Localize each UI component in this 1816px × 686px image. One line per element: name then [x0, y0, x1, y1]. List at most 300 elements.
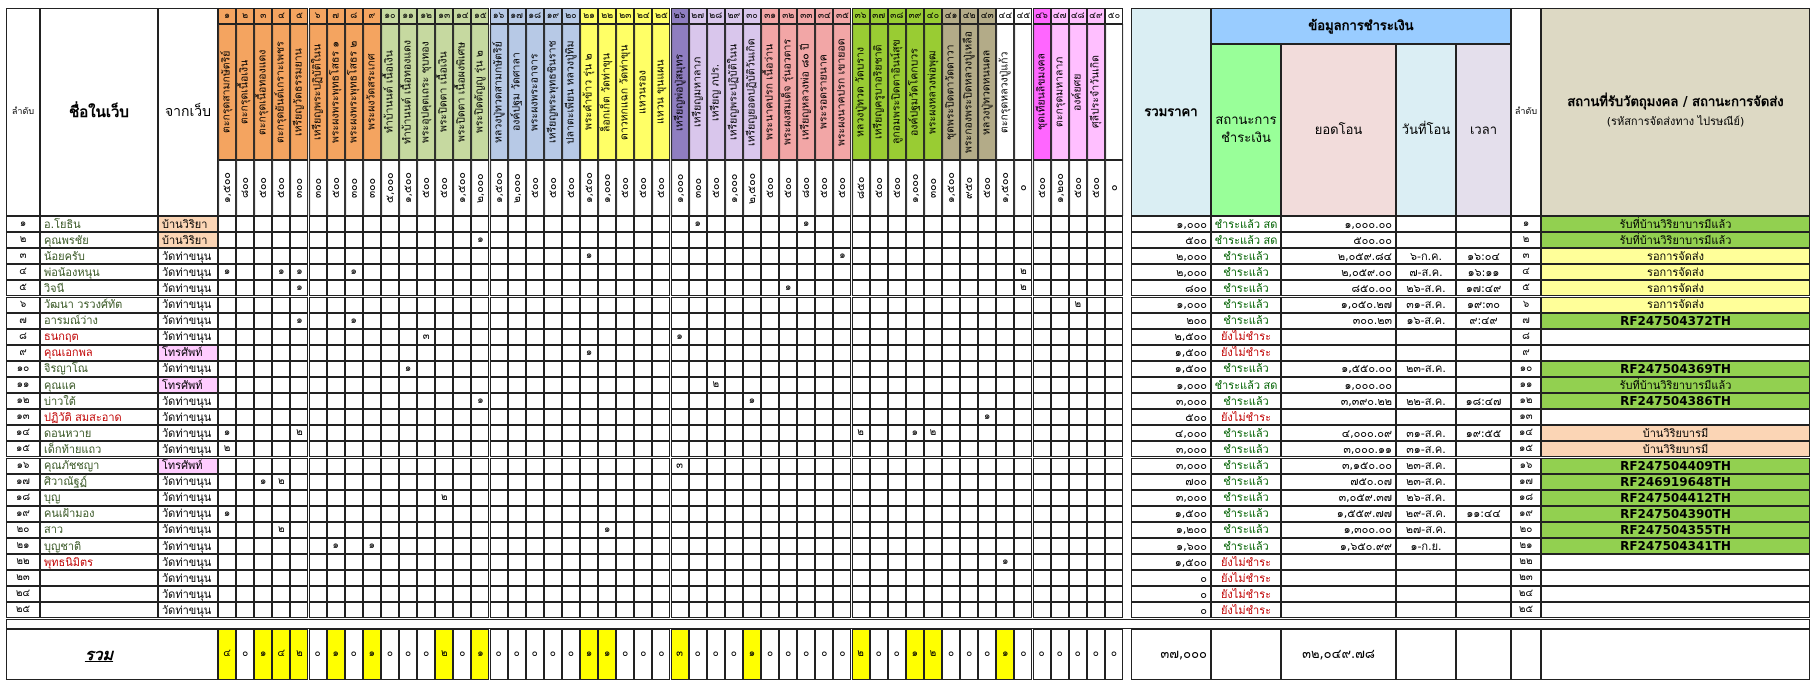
customer-name[interactable]: คนเฝ้ามอง: [40, 506, 158, 522]
item-qty: [689, 522, 707, 538]
item-qty: [580, 377, 598, 393]
transfer-date: ๑-ก.ย.: [1396, 538, 1456, 554]
item-number: ๔๓: [978, 8, 996, 24]
item-qty: [779, 409, 797, 425]
item-qty: [870, 264, 888, 280]
transfer-amount: ๘๕๐.๐๐: [1281, 280, 1396, 296]
row-total: ๑,๕๐๐: [1131, 361, 1211, 377]
item-qty: [616, 586, 634, 602]
item-qty: [327, 474, 345, 490]
item-qty: [743, 538, 761, 554]
item-qty: [327, 554, 345, 570]
item-qty: [272, 345, 290, 361]
source-web: วัดท่าขนุน: [158, 248, 218, 264]
item-qty: [978, 570, 996, 586]
transfer-amount: [1281, 409, 1396, 425]
item-qty: [272, 216, 290, 232]
transfer-amount: ๑,๓๐๐.๐๐: [1281, 522, 1396, 538]
item-qty: [707, 232, 725, 248]
item-price: ๑,๕๐๐: [399, 160, 417, 216]
item-qty: [544, 586, 562, 602]
source-web: บ้านวิริยา: [158, 216, 218, 232]
item-qty: [870, 393, 888, 409]
shipping-status: RF246919648TH: [1541, 474, 1810, 490]
item-qty: [761, 506, 779, 522]
item-qty: [453, 586, 471, 602]
customer-name[interactable]: ธนกฤต: [40, 329, 158, 345]
pay-status: ชำระแล้ว: [1211, 522, 1281, 538]
transfer-time: [1456, 409, 1511, 425]
item-qty: [254, 313, 272, 329]
item-qty: [1069, 425, 1087, 441]
item-qty: [580, 570, 598, 586]
customer-name[interactable]: วัฒนา วรวงศ์ทัต: [40, 297, 158, 313]
item-qty: [870, 570, 888, 586]
item-qty: [1014, 554, 1032, 570]
item-qty: [743, 570, 761, 586]
item-qty: [399, 345, 417, 361]
source-web: วัดท่าขนุน: [158, 393, 218, 409]
customer-name[interactable]: วิจนี: [40, 280, 158, 296]
item-qty: [870, 490, 888, 506]
transfer-time: [1456, 329, 1511, 345]
item-qty: [761, 538, 779, 554]
item-qty: [1105, 280, 1123, 296]
item-qty: [309, 506, 327, 522]
customer-name[interactable]: พุทธนิมิตร: [40, 554, 158, 570]
item-qty: [634, 248, 652, 264]
item-name: [1105, 24, 1123, 160]
item-qty: [471, 216, 489, 232]
item-qty: [381, 216, 399, 232]
item-qty: [272, 538, 290, 554]
customer-name[interactable]: พ่อน้องหนุน: [40, 264, 158, 280]
item-qty: [453, 393, 471, 409]
item-qty: [508, 570, 526, 586]
item-qty: [779, 522, 797, 538]
item-qty: [435, 425, 453, 441]
item-qty: [526, 490, 544, 506]
customer-name[interactable]: คุณภัชชญา: [40, 458, 158, 474]
item-qty: [797, 570, 815, 586]
item-qty: [652, 377, 670, 393]
transfer-time: [1456, 232, 1511, 248]
item-qty: [598, 586, 616, 602]
source-web: วัดท่าขนุน: [158, 264, 218, 280]
item-qty: [471, 602, 489, 618]
item-name: [1014, 24, 1032, 160]
item-qty: [381, 602, 399, 618]
item-qty: [363, 313, 381, 329]
customer-name[interactable]: คุณแค: [40, 377, 158, 393]
item-qty: [309, 297, 327, 313]
item-qty: [417, 554, 435, 570]
item-qty: [526, 264, 544, 280]
item-qty: [580, 506, 598, 522]
item-qty: [689, 264, 707, 280]
item-name: เหรียญมหาลาภ: [689, 24, 707, 160]
item-qty: [924, 248, 942, 264]
item-qty: [309, 586, 327, 602]
item-qty: [761, 393, 779, 409]
summary-qty: ๐: [634, 629, 652, 681]
item-qty: [1051, 441, 1069, 457]
item-qty: [381, 506, 399, 522]
item-qty: [1014, 232, 1032, 248]
item-qty: [544, 490, 562, 506]
item-qty: [526, 554, 544, 570]
item-qty: [815, 264, 833, 280]
item-qty: [309, 393, 327, 409]
item-number: ๑๙: [544, 8, 562, 24]
item-price: ๑,๕๐๐: [490, 160, 508, 216]
item-qty: [616, 361, 634, 377]
item-qty: [399, 248, 417, 264]
item-qty: [544, 345, 562, 361]
item-qty: [634, 393, 652, 409]
item-qty: [689, 409, 707, 425]
item-qty: [544, 264, 562, 280]
item-qty: [562, 297, 580, 313]
item-qty: [815, 554, 833, 570]
item-qty: [1051, 506, 1069, 522]
row-total: ๓,๐๐๐: [1131, 458, 1211, 474]
item-name: เหรียญพระพุทธชินราช: [544, 24, 562, 160]
item-number: ๒๑: [580, 8, 598, 24]
customer-name[interactable]: บุญชาติ: [40, 538, 158, 554]
item-qty: [598, 506, 616, 522]
item-qty: [888, 361, 906, 377]
row-number-right: ๑๒: [1511, 393, 1541, 409]
item-qty: [888, 248, 906, 264]
item-qty: [236, 586, 254, 602]
item-qty: [345, 425, 363, 441]
item-qty: [779, 490, 797, 506]
source-web: วัดท่าขนุน: [158, 361, 218, 377]
item-qty: [996, 538, 1014, 554]
customer-name[interactable]: อารมณ์ว่าง: [40, 313, 158, 329]
item-number: ๕: [290, 8, 308, 24]
item-qty: [797, 602, 815, 618]
transfer-amount: ๒,๐๕๙.๐๐: [1281, 264, 1396, 280]
item-qty: [689, 602, 707, 618]
item-qty: [725, 522, 743, 538]
item-qty: [888, 313, 906, 329]
item-qty: [508, 297, 526, 313]
item-qty: [471, 441, 489, 457]
item-qty: [345, 280, 363, 296]
item-qty: [598, 280, 616, 296]
item-qty: [652, 329, 670, 345]
customer-name[interactable]: ปฏิวัติ สมสะอาด: [40, 409, 158, 425]
item-qty: [290, 522, 308, 538]
item-price: ๕๐๐: [761, 160, 779, 216]
summary-qty: ๑: [580, 629, 598, 681]
item-qty: [1051, 474, 1069, 490]
item-qty: [689, 554, 707, 570]
item-qty: [526, 425, 544, 441]
item-qty: [634, 474, 652, 490]
row-number-right: ๑๙: [1511, 506, 1541, 522]
item-qty: [508, 522, 526, 538]
item-qty: [381, 248, 399, 264]
item-qty: [815, 425, 833, 441]
item-qty: [526, 570, 544, 586]
row-number: ๒๒: [6, 554, 40, 570]
summary-qty: ๒: [290, 629, 308, 681]
item-qty: [544, 329, 562, 345]
item-qty: [924, 280, 942, 296]
item-qty: [924, 474, 942, 490]
item-qty: [1014, 490, 1032, 506]
item-qty: [779, 248, 797, 264]
item-qty: [254, 425, 272, 441]
item-qty: [453, 458, 471, 474]
item-qty: [852, 377, 870, 393]
item-qty: [345, 248, 363, 264]
customer-name[interactable]: คุณเอกพล: [40, 345, 158, 361]
item-qty: [272, 554, 290, 570]
item-qty: [345, 232, 363, 248]
item-qty: [580, 329, 598, 345]
item-qty: [508, 586, 526, 602]
item-name: พระคำข้าว รุ่น ๒: [580, 24, 598, 160]
item-qty: [1069, 248, 1087, 264]
item-qty: [978, 280, 996, 296]
item-qty: [960, 297, 978, 313]
item-qty: [725, 538, 743, 554]
item-qty: [526, 538, 544, 554]
item-price: ๑,๕๐๐: [942, 160, 960, 216]
transfer-amount: ๓๐๐.๒๓: [1281, 313, 1396, 329]
item-number: ๒๙: [725, 8, 743, 24]
item-qty: [652, 280, 670, 296]
row-number: ๑๕: [6, 441, 40, 457]
item-qty: [236, 602, 254, 618]
item-qty: [852, 458, 870, 474]
item-qty: [725, 602, 743, 618]
item-qty: [852, 474, 870, 490]
item-qty: [797, 377, 815, 393]
item-qty: [671, 409, 689, 425]
item-qty: [616, 522, 634, 538]
item-price: ๙๕๐: [960, 160, 978, 216]
item-qty: ๒: [435, 490, 453, 506]
customer-name[interactable]: บุญ: [40, 490, 158, 506]
item-qty: [1105, 586, 1123, 602]
item-qty: [254, 409, 272, 425]
item-qty: [924, 313, 942, 329]
item-qty: [562, 425, 580, 441]
item-qty: [1069, 506, 1087, 522]
item-name: ตะกรุดสามกษัตริย์: [218, 24, 236, 160]
customer-name[interactable]: น้อยครับ: [40, 248, 158, 264]
pay-status: ยังไม่ชำระ: [1211, 570, 1281, 586]
transfer-date: ๓๑-ส.ค.: [1396, 297, 1456, 313]
item-qty: [743, 329, 761, 345]
item-qty: [290, 506, 308, 522]
row-total: ๓,๐๐๐: [1131, 490, 1211, 506]
item-qty: [1014, 474, 1032, 490]
customer-name[interactable]: ดอนหวาย: [40, 425, 158, 441]
item-qty: [852, 297, 870, 313]
item-qty: [616, 232, 634, 248]
item-qty: [960, 393, 978, 409]
item-qty: [345, 393, 363, 409]
summary-qty: ๐: [1051, 629, 1069, 681]
item-qty: [580, 458, 598, 474]
row-number-right: ๒๕: [1511, 602, 1541, 618]
item-qty: [779, 377, 797, 393]
item-qty: [580, 280, 598, 296]
item-qty: ๑: [218, 506, 236, 522]
row-number-right: ๑๓: [1511, 409, 1541, 425]
item-qty: [1033, 377, 1051, 393]
item-qty: [598, 393, 616, 409]
item-qty: [996, 232, 1014, 248]
row-number: ๑๙: [6, 506, 40, 522]
item-qty: [254, 506, 272, 522]
summary-total: ๓๗,๐๐๐: [1131, 629, 1211, 681]
customer-name[interactable]: จิรญาโณ: [40, 361, 158, 377]
customer-name[interactable]: ศิวาณัฐฏ์: [40, 474, 158, 490]
item-qty: [978, 506, 996, 522]
item-qty: ๒: [290, 425, 308, 441]
item-qty: [888, 377, 906, 393]
item-qty: [996, 425, 1014, 441]
item-qty: [779, 313, 797, 329]
item-qty: [562, 554, 580, 570]
item-qty: [598, 458, 616, 474]
item-number: ๔๑: [942, 8, 960, 24]
item-qty: [254, 441, 272, 457]
item-qty: [634, 329, 652, 345]
item-qty: [1014, 425, 1032, 441]
item-qty: [309, 409, 327, 425]
summary-qty: ๑: [363, 629, 381, 681]
item-qty: [833, 441, 851, 457]
item-qty: [725, 280, 743, 296]
item-qty: [652, 538, 670, 554]
item-qty: [363, 506, 381, 522]
item-qty: [544, 377, 562, 393]
transfer-date: ๒๓-ส.ค.: [1396, 458, 1456, 474]
item-qty: [399, 313, 417, 329]
item-qty: [453, 264, 471, 280]
item-qty: [435, 264, 453, 280]
item-qty: [996, 602, 1014, 618]
customer-name[interactable]: เด็กท้ายแถว: [40, 441, 158, 457]
item-qty: [236, 522, 254, 538]
item-qty: [652, 458, 670, 474]
item-qty: [526, 441, 544, 457]
item-qty: [996, 361, 1014, 377]
item-qty: [399, 602, 417, 618]
summary-qty: ๐: [1069, 629, 1087, 681]
item-qty: [671, 602, 689, 618]
customer-name[interactable]: บ่าวใต้: [40, 393, 158, 409]
item-qty: [761, 554, 779, 570]
item-qty: [779, 232, 797, 248]
item-qty: [1051, 216, 1069, 232]
item-qty: [960, 538, 978, 554]
item-qty: [327, 248, 345, 264]
item-qty: [453, 425, 471, 441]
item-qty: [236, 458, 254, 474]
item-name: ตะกรุดหลวงปู่แก้ว: [996, 24, 1014, 160]
item-name: ตะกรุดเนื้อเงิน: [236, 24, 254, 160]
summary-qty: ๒: [924, 629, 942, 681]
item-qty: [1033, 441, 1051, 457]
customer-name[interactable]: [40, 570, 158, 586]
item-qty: [490, 458, 508, 474]
item-qty: [906, 458, 924, 474]
customer-name[interactable]: อ.โยธิน: [40, 216, 158, 232]
row-total: ๐: [1131, 602, 1211, 618]
item-qty: [689, 297, 707, 313]
item-qty: [345, 345, 363, 361]
customer-name[interactable]: [40, 586, 158, 602]
row-number-right: ๒๐: [1511, 522, 1541, 538]
item-qty: [616, 570, 634, 586]
item-qty: [743, 361, 761, 377]
customer-name[interactable]: คุณพรชัย: [40, 232, 158, 248]
item-qty: [363, 425, 381, 441]
item-qty: [1105, 345, 1123, 361]
item-qty: [508, 329, 526, 345]
item-qty: [870, 586, 888, 602]
item-qty: [852, 586, 870, 602]
pay-status: ชำระแล้ว: [1211, 441, 1281, 457]
item-qty: [290, 602, 308, 618]
item-qty: [1014, 441, 1032, 457]
item-qty: [1051, 586, 1069, 602]
item-qty: [725, 345, 743, 361]
item-qty: [797, 538, 815, 554]
item-qty: [689, 538, 707, 554]
item-qty: [725, 297, 743, 313]
item-qty: [453, 280, 471, 296]
shipping-status: RF247504386TH: [1541, 393, 1810, 409]
item-qty: [490, 602, 508, 618]
item-qty: [779, 458, 797, 474]
item-qty: [363, 490, 381, 506]
source-web: บ้านวิริยา: [158, 232, 218, 248]
item-qty: [254, 458, 272, 474]
item-qty: [435, 216, 453, 232]
row-number: ๑๐: [6, 361, 40, 377]
item-qty: [743, 264, 761, 280]
item-price: ๓๐๐: [924, 160, 942, 216]
summary-qty: ๑: [598, 629, 616, 681]
item-qty: [743, 248, 761, 264]
item-qty: [888, 280, 906, 296]
item-qty: [797, 297, 815, 313]
item-qty: [218, 280, 236, 296]
customer-name[interactable]: [40, 602, 158, 618]
customer-name[interactable]: สาว: [40, 522, 158, 538]
item-qty: [381, 554, 399, 570]
item-qty: [327, 297, 345, 313]
item-name: พระผงพระอาจาร: [526, 24, 544, 160]
item-qty: [290, 297, 308, 313]
item-qty: [435, 248, 453, 264]
item-qty: [580, 586, 598, 602]
item-qty: [797, 361, 815, 377]
item-qty: [1069, 602, 1087, 618]
item-number: ๗: [327, 8, 345, 24]
item-qty: [689, 474, 707, 490]
